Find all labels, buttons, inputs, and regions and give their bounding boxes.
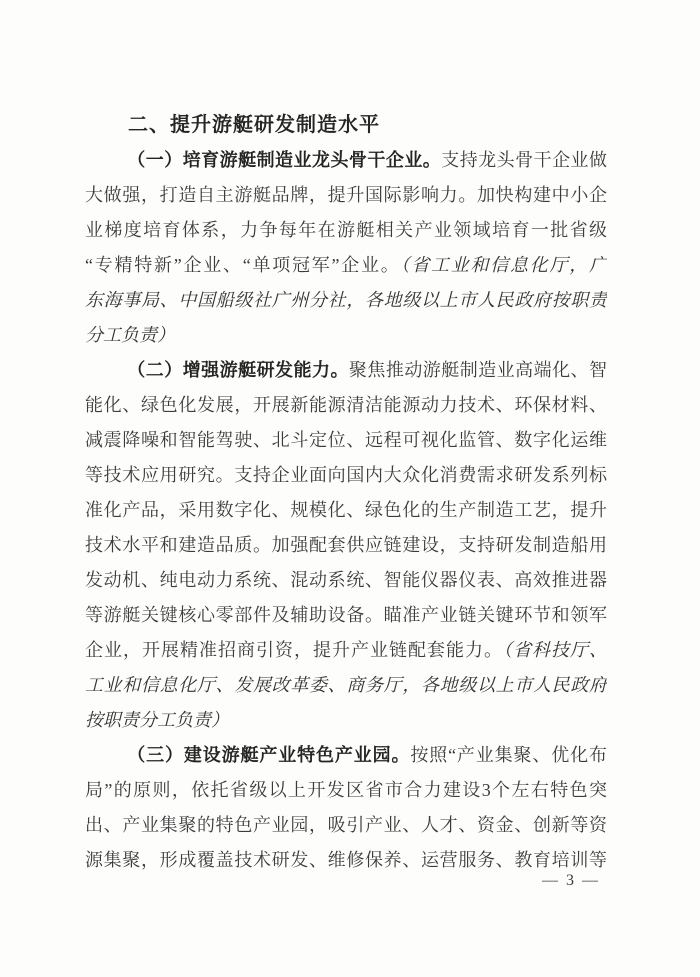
text-segment-body: 等技术应用研究。支持企业面向国内大众化消费需求研发系列标 (85, 465, 607, 485)
text-segment-body: 减震降噪和智能驾驶、北斗定位、远程可视化监管、数字化运维 (85, 430, 607, 450)
text-segment-body: 业梯度培育体系，力争每年在游艇相关产业领域培育一批省级 (85, 220, 607, 240)
text-segment-body: 出、产业集聚的特色产业园，吸引产业、人才、资金、创新等资 (85, 815, 607, 835)
text-segment-body: 支持龙头骨干企业做 (441, 150, 607, 170)
text-segment-body: 按照“产业集聚、优化布 (410, 745, 607, 765)
text-segment-lead: （二）增强游艇研发能力。 (127, 360, 349, 380)
document-content (85, 108, 607, 878)
text-line (85, 458, 607, 493)
text-line (85, 353, 607, 388)
text-line (85, 388, 607, 423)
text-line (85, 843, 607, 878)
text-line (85, 283, 607, 318)
text-line (85, 598, 607, 633)
text-segment-lead: （三）建设游艇产业特色产业园。 (127, 745, 411, 765)
text-line (85, 633, 607, 668)
text-segment-kaiti: （省工业和信息化厅，广 (400, 255, 607, 275)
text-segment-body: 技术水平和建造品质。加强配套供应链建设，支持研发制造船用 (85, 535, 607, 555)
text-line (85, 213, 607, 248)
text-segment-body: 企业，开展精准招商引资，提升产业链配套能力。 (85, 640, 503, 660)
text-segment-body: 能化、绿色化发展，开展新能源清洁能源动力技术、环保材料、 (85, 395, 607, 415)
text-segment-lead: （一）培育游艇制造业龙头骨干企业。 (127, 150, 442, 170)
text-segment-body: 大做强，打造自主游艇品牌，提升国际影响力。加快构建中小企 (85, 185, 607, 205)
text-segment-body: 局”的原则，依托省级以上开发区省市合力建设3个左右特色突 (85, 780, 607, 800)
text-segment-kaiti: （省科技厅、 (503, 640, 607, 660)
text-line (85, 423, 607, 458)
text-line (85, 773, 607, 808)
page-number: — 3 — (542, 872, 600, 889)
text-segment-kaiti: 分工负责） (85, 325, 175, 345)
text-line (85, 668, 607, 703)
text-segment-kaiti: 按职责分工负责） (85, 710, 229, 730)
text-segment-body: “专精特新”企业、“单项冠军”企业。 (85, 255, 401, 275)
text-line (85, 143, 607, 178)
text-segment-body: 准化产品，采用数字化、规模化、绿色化的生产制造工艺，提升 (85, 500, 607, 520)
text-line (85, 703, 607, 738)
text-segment-body: 等游艇关键核心零部件及辅助设备。瞄准产业链关键环节和领军 (85, 605, 607, 625)
text-line (85, 248, 607, 283)
text-segment-body: 源集聚，形成覆盖技术研发、维修保养、运营服务、教育培训等 (85, 850, 607, 870)
text-line (85, 493, 607, 528)
text-line (85, 738, 607, 773)
text-segment-body: 聚焦推动游艇制造业高端化、智 (348, 360, 607, 380)
text-line (85, 808, 607, 843)
text-segment-body: 发动机、纯电动力系统、混动系统、智能仪器仪表、高效推进器 (85, 570, 607, 590)
section-heading: 二、提升游艇研发制造水平 (128, 114, 380, 136)
text-line (85, 178, 607, 213)
text-line (85, 318, 607, 353)
document-lines (85, 143, 607, 878)
text-line (85, 563, 607, 598)
text-segment-kaiti: 工业和信息化厅、发展改革委、商务厅，各地级以上市人民政府 (85, 675, 607, 695)
text-line (85, 528, 607, 563)
text-segment-kaiti: 东海事局、中国船级社广州分社，各地级以上市人民政府按职责 (85, 290, 607, 310)
